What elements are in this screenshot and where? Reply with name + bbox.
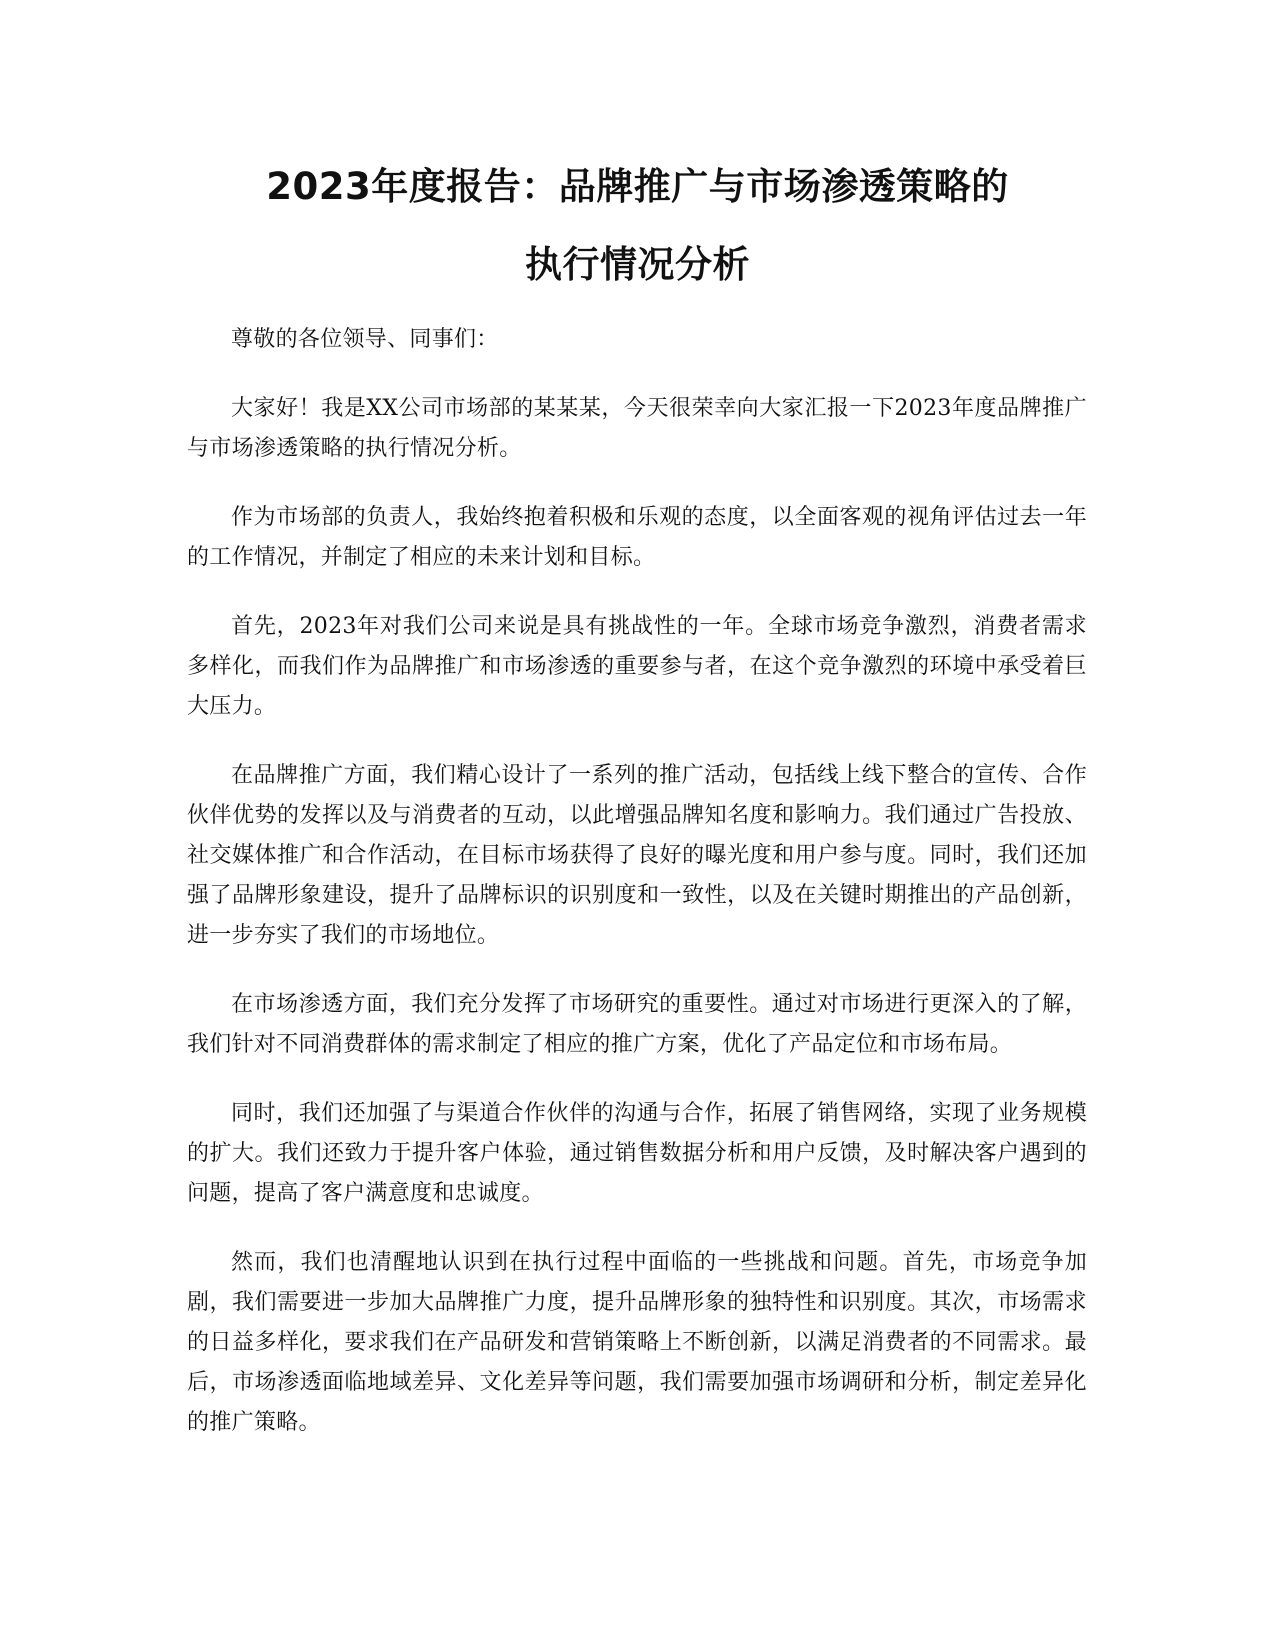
greeting-paragraph: 大家好！我是XX公司市场部的某某某，今天很荣幸向大家汇报一下2023年度品牌推广与市场渗透策略的执行情况分析。 (187, 396, 1087, 461)
title-line-2: 执行情况分析 (525, 243, 750, 286)
title-line-1: 2023年度报告：品牌推广与市场渗透策略的 (266, 165, 1009, 208)
document-body (187, 320, 1087, 1472)
body-paragraph: 在市场渗透方面，我们充分发挥了市场研究的重要性。通过对市场进行更深入的了解，我们针对不同消费群体的需求制定了相应的推广方案，优化了产品定位和市场布局。 (187, 992, 1087, 1057)
body-paragraph: 首先，2023年对我们公司来说是具有挑战性的一年。全球市场竞争激烈，消费者需求多样化，而我们作为品牌推广和市场渗透的重要参与者，在这个竞争激烈的环境中承受着巨大压力。 (187, 614, 1087, 719)
body-paragraph: 同时，我们还加强了与渠道合作伙伴的沟通与合作，拓展了销售网络，实现了业务规模的扩大。我们还致力于提升客户体验，通过销售数据分析和用户反馈，及时解决客户遇到的问题，提高了客户满意度和忠诚度。 (187, 1101, 1087, 1206)
document-title (150, 148, 1125, 304)
salutation-paragraph: 尊敬的各位领导、同事们： (231, 327, 499, 352)
body-paragraph: 在品牌推广方面，我们精心设计了一系列的推广活动，包括线上线下整合的宣传、合作伙伴优势的发挥以及与消费者的互动，以此增强品牌知名度和影响力。我们通过广告投放、社交媒体推广和合作活动，在目标市场获得了良好的曝光度和用户参与度。同时，我们还加强了品牌形象建设，提升了品牌标识的识别度和一致性，以及在关键时期推出的产品创新，进一步夯实了我们的市场地位。 (187, 763, 1087, 948)
body-paragraph: 作为市场部的负责人，我始终抱着积极和乐观的态度，以全面客观的视角评估过去一年的工作情况，并制定了相应的未来计划和目标。 (187, 505, 1087, 570)
body-paragraph: 然而，我们也清醒地认识到在执行过程中面临的一些挑战和问题。首先，市场竞争加剧，我们需要进一步加大品牌推广力度，提升品牌形象的独特性和识别度。其次，市场需求的日益多样化，要求我们在产品研发和营销策略上不断创新，以满足消费者的不同需求。最后，市场渗透面临地域差异、文化差异等问题，我们需要加强市场调研和分析，制定差异化的推广策略。 (187, 1250, 1087, 1435)
